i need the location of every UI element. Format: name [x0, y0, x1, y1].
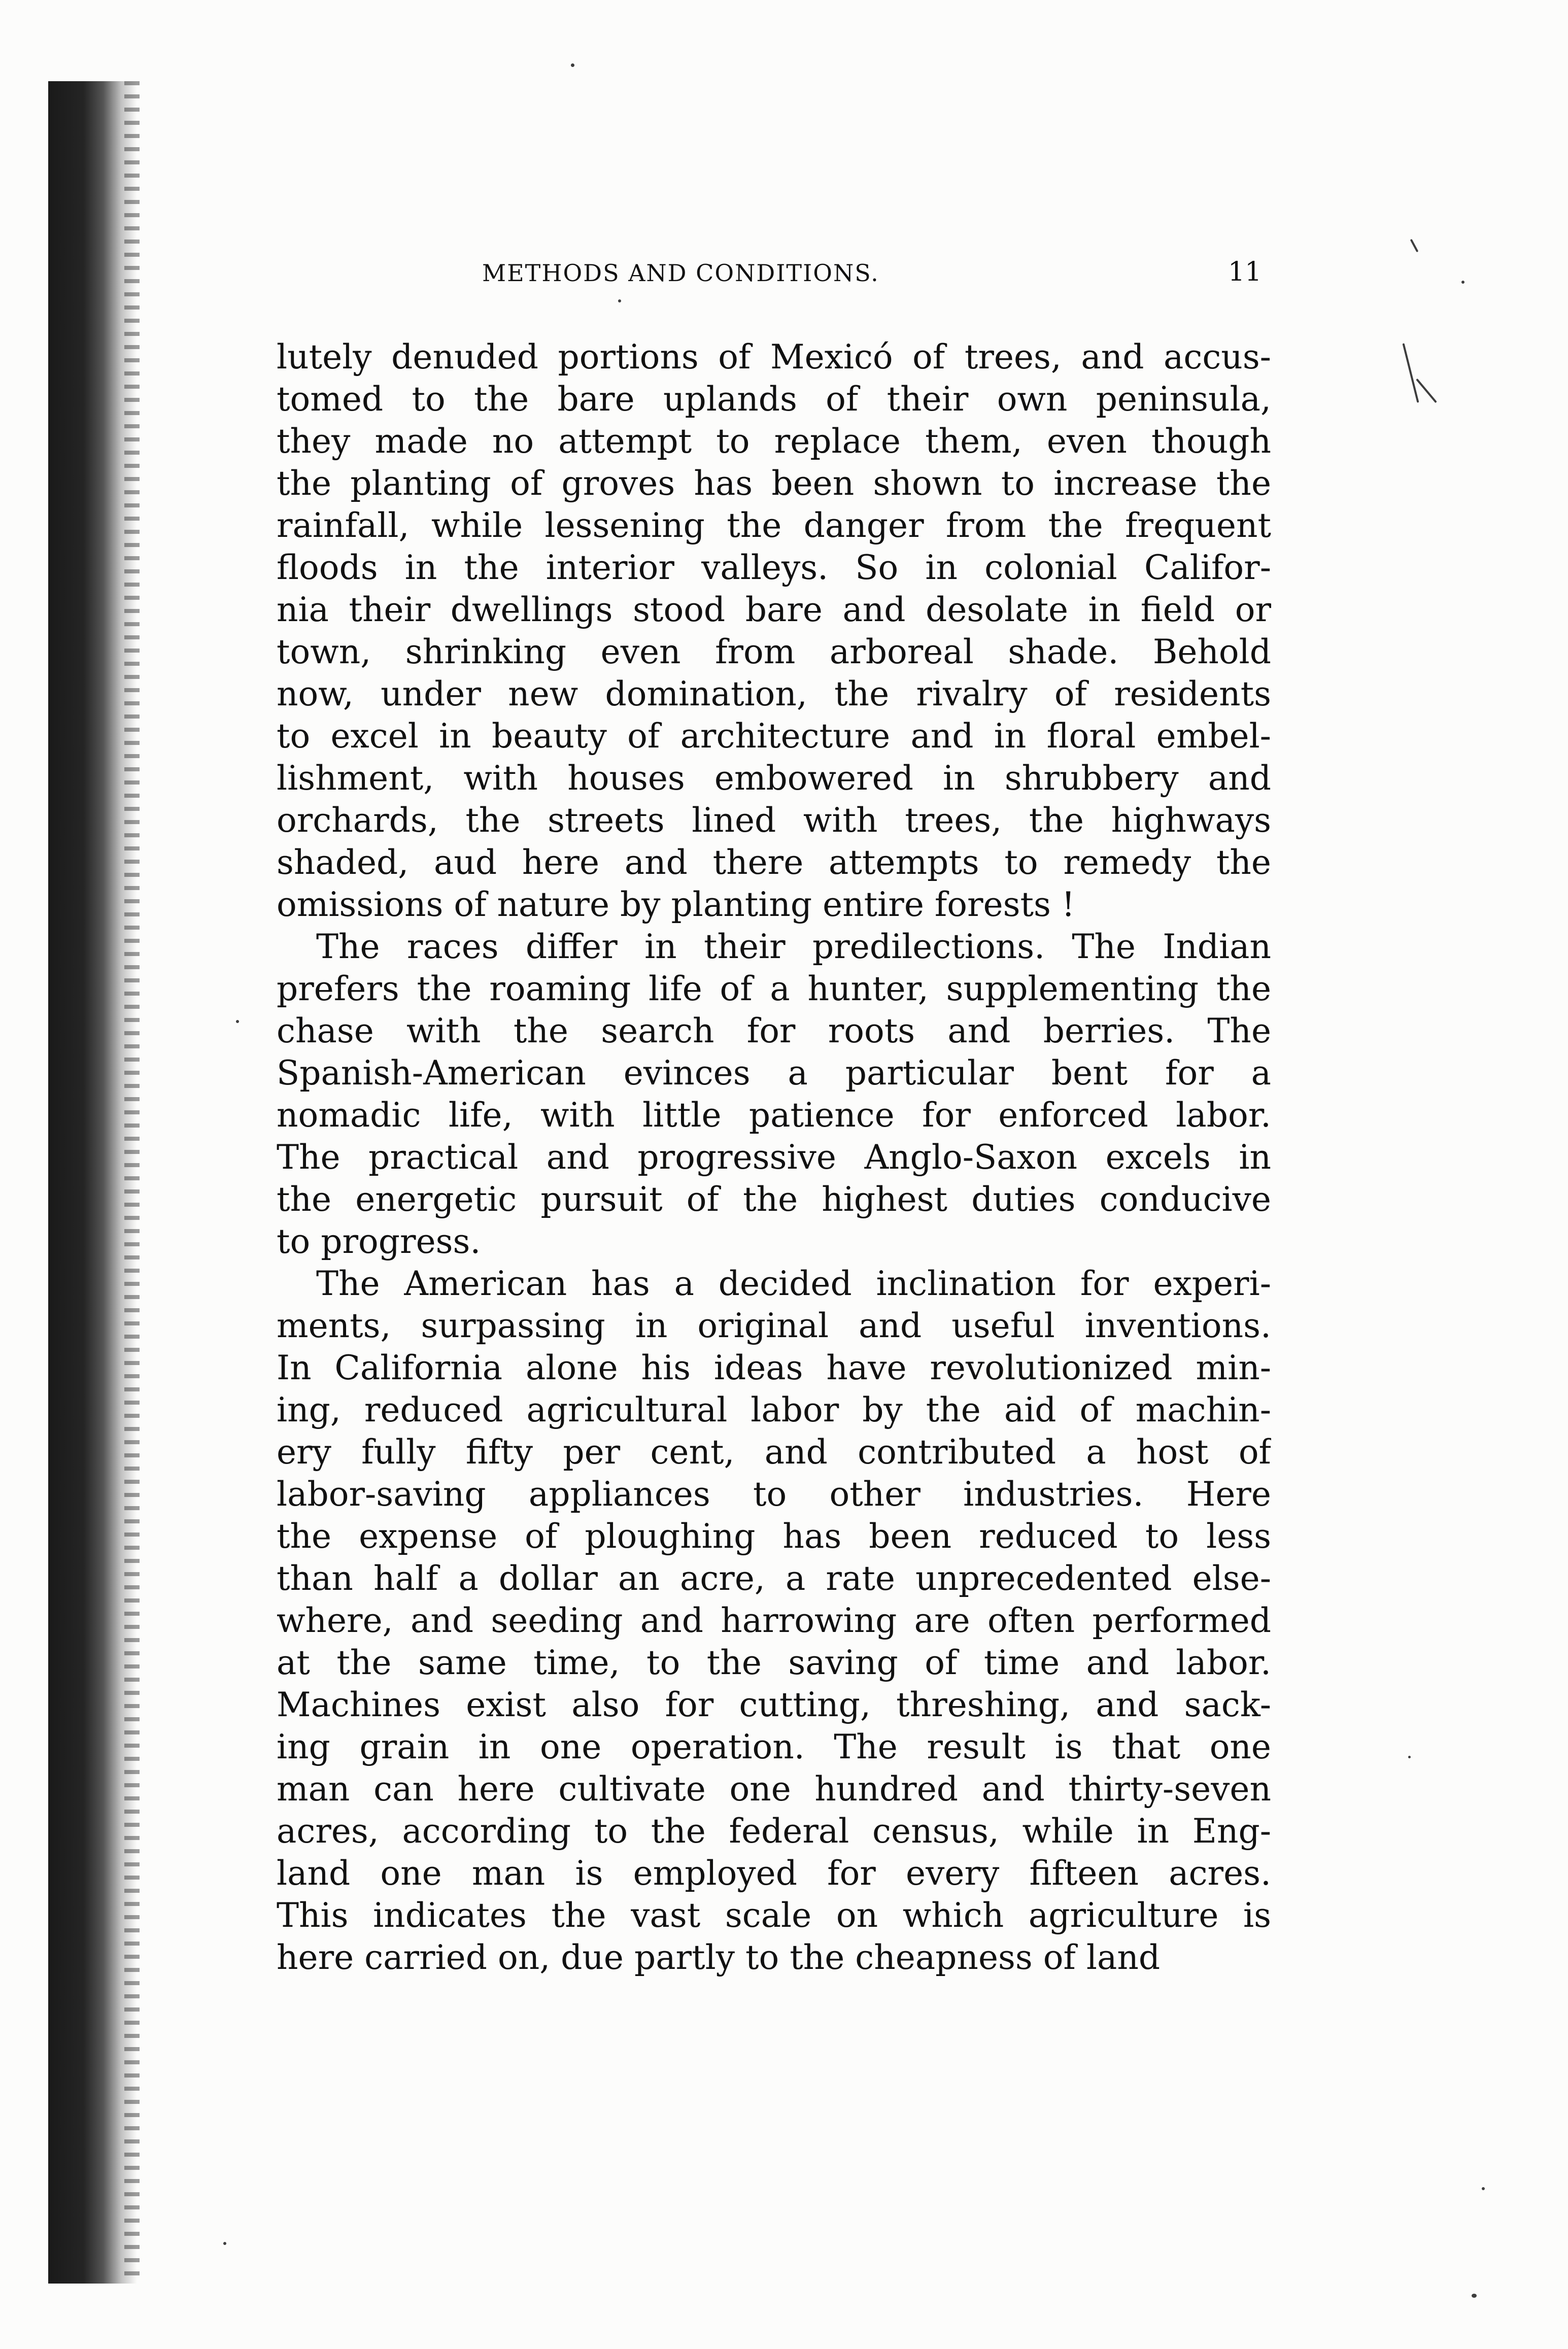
- paragraph-2-line-1: The races differ in their predilections. The Indian: [316, 927, 1271, 966]
- paragraph-3-line-7: the expense of ploughing has been reduced to less: [277, 1517, 1271, 1556]
- body-text: [277, 336, 1271, 1979]
- ink-speck: [1410, 239, 1419, 253]
- page-number: 11: [1228, 257, 1262, 287]
- ink-speck: [1408, 1756, 1411, 1758]
- ink-speck: [223, 2242, 226, 2245]
- paragraph-3-line-12: ing grain in one operation. The result is that one: [277, 1727, 1271, 1766]
- paragraph-1-line-7: nia their dwellings stood bare and desolate in field or: [277, 590, 1271, 629]
- paragraph-1-line-9: now, under new domination, the rivalry of residents: [277, 674, 1271, 713]
- paragraph-3-line-17: here carried on, due partly to the cheapness of land: [277, 1938, 1161, 1977]
- paragraph-3-line-6: labor-saving appliances to other industries. Here: [277, 1475, 1271, 1514]
- paragraph-1-line-8: town, shrinking even from arboreal shade. Behold: [277, 632, 1271, 671]
- ink-speck: [618, 299, 621, 302]
- paragraph-3-line-11: Machines exist also for cutting, threshing, and sack-: [277, 1685, 1271, 1724]
- running-head: METHODS AND CONDITIONS.: [482, 259, 879, 287]
- paragraph-1-line-11: lishment, with houses embowered in shrubbery and: [277, 759, 1271, 798]
- paragraph-3-line-4: ing, reduced agricultural labor by the aid of machin-: [277, 1390, 1271, 1429]
- ink-speck: [236, 1020, 239, 1023]
- paragraph-3-line-10: at the same time, to the saving of time and labor.: [277, 1643, 1271, 1682]
- ink-speck: [571, 63, 574, 67]
- paragraph-2-line-6: The practical and progressive Anglo-Saxon excels in: [277, 1138, 1271, 1177]
- paragraph-2-line-2: prefers the roaming life of a hunter, supplementing the: [277, 969, 1271, 1008]
- paragraph-1-line-2: tomed to the bare uplands of their own peninsula,: [277, 380, 1271, 419]
- paragraph-1-line-14: omissions of nature by planting entire forests !: [277, 885, 1075, 924]
- paragraph-3-line-16: This indicates the vast scale on which agriculture is: [277, 1896, 1271, 1935]
- paragraph-2-line-3: chase with the search for roots and berries. The: [277, 1011, 1271, 1050]
- paragraph-3-line-2: ments, surpassing in original and useful inventions.: [277, 1306, 1271, 1345]
- paragraph-1-line-12: orchards, the streets lined with trees, the highways: [277, 801, 1271, 840]
- paragraph-1-line-5: rainfall, while lessening the danger from the frequent: [277, 506, 1271, 545]
- ink-speck: [1461, 281, 1464, 284]
- binding-edge-texture: [124, 81, 140, 2284]
- paragraph-1-line-10: to excel in beauty of architecture and in floral embel-: [277, 717, 1271, 756]
- paragraph-3-line-14: acres, according to the federal census, while in Eng-: [277, 1812, 1271, 1851]
- page-header: [274, 254, 1284, 299]
- binding-shadow: [48, 81, 137, 2284]
- paragraph-3-line-5: ery fully fifty per cent, and contributed a host of: [277, 1433, 1271, 1472]
- paragraph-2-line-7: the energetic pursuit of the highest duties conducive: [277, 1180, 1271, 1219]
- ink-speck: [1416, 379, 1437, 403]
- paragraph-1-line-6: floods in the interior valleys. So in colonial Califor-: [277, 548, 1271, 587]
- paragraph-3-line-13: man can here cultivate one hundred and thirty-seven: [277, 1769, 1271, 1809]
- paragraph-2-line-5: nomadic life, with little patience for enforced labor.: [277, 1096, 1271, 1135]
- ink-speck: [1403, 343, 1419, 402]
- ink-speck: [1482, 2187, 1485, 2190]
- paragraph-2-line-8: to progress.: [277, 1222, 481, 1261]
- paragraph-3-line-9: where, and seeding and harrowing are often performed: [277, 1601, 1271, 1640]
- paragraph-1-line-13: shaded, aud here and there attempts to remedy the: [277, 843, 1271, 882]
- paragraph-1-line-3: they made no attempt to replace them, even though: [277, 422, 1271, 461]
- paragraph-3-line-3: In California alone his ideas have revolutionized min-: [277, 1348, 1271, 1387]
- ink-speck: [1472, 2294, 1477, 2298]
- paragraph-2-line-4: Spanish-American evinces a particular bent for a: [277, 1053, 1271, 1093]
- paragraph-3-line-8: than half a dollar an acre, a rate unprecedented else-: [277, 1559, 1271, 1598]
- paragraph-3-line-15: land one man is employed for every fifteen acres.: [277, 1854, 1271, 1893]
- paragraph-1-line-4: the planting of groves has been shown to increase the: [277, 464, 1271, 503]
- paragraph-1-line-1: lutely denuded portions of Mexicó of trees, and accus-: [277, 337, 1271, 377]
- paragraph-3-line-1: The American has a decided inclination for experi-: [316, 1264, 1271, 1303]
